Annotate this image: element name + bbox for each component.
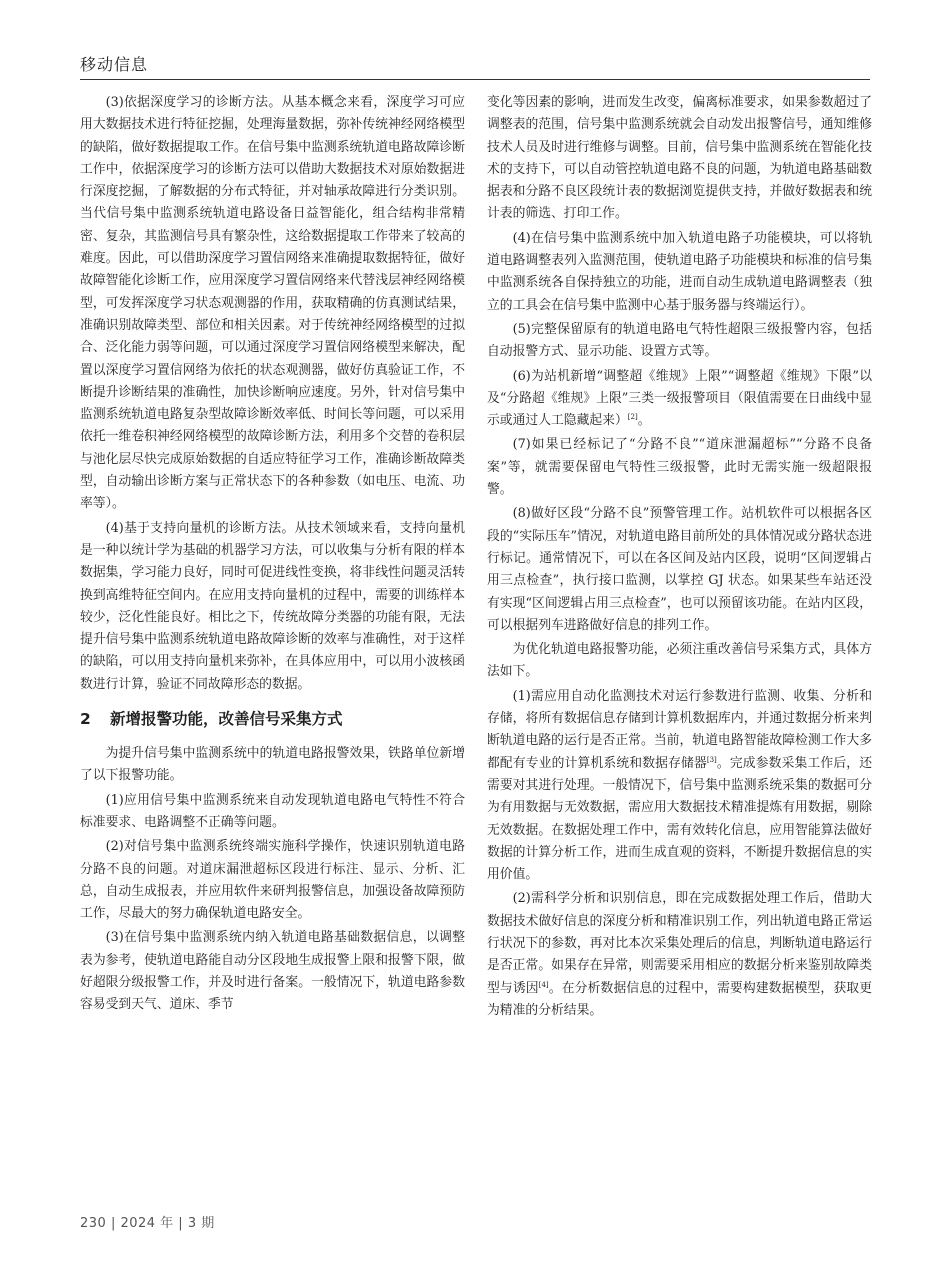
section-title: 新增报警功能，改善信号采集方式 [110,710,343,729]
journal-title: 移动信息 [80,55,149,74]
paragraph-item-3: (3)在信号集中监测系统内纳入轨道电路基础数据信息，以调整表为参考，使轨道电路能自动分区段地生成报警上限和报警下限，做好超限分级报警工作，并及时进行备案。一般情况下，轨道电路参数容易受到天气、道床、季节 [80,930,465,1013]
paragraph-collection-2: (2)需科学分析和识别信息，即在完成数据处理工作后，借助大数据技术做好信息的深度分析和精准识别工作，列出轨道电路正常运行状况下的参数，再对比本次采集处理后的信息，判断轨道电路运行是否正常。如果存在异常，则需要采用相应的数据分析来鉴别故障类型与诱因[4]。在分析数据信息的过程中，需要构建数据模型，获取更为精准的分析结果。 [487,891,873,1018]
paragraph-item-8: (8)做好区段“分路不良”预警管理工作。站机软件可以根据各区段的“实际压车”情况，对轨道电路目前所处的具体情况或分路状态进行标记。通常情况下，可以在各区间及站内区段，说明“区间逻辑占用三点检查”，执行接口监测，以掌控 GJ 状态。如果某些车站还没有实现“区间逻辑占用三点检查”，也可以预留该功能。在站内区段，可以根据列车进路做好信息的排列工作。 [487,506,872,633]
citation-ref: [2] [627,413,638,422]
citation-ref: [3] [706,755,717,764]
paragraph-item-7: (7)如果已经标记了“分路不良”“道床泄漏超标”“分路不良备案”等，就需要保留电气特性三级报警，此时无需实施一级超限报警。 [487,437,872,498]
header-rule [80,79,870,80]
paragraph-item-4: (4)在信号集中监测系统中加入轨道电路子功能模块，可以将轨道电路调整表列入监测范围，使轨道电路子功能模块和标准的信号集中监测系统各自保持独立的功能，进而自动生成轨道电路调整表（独立的工具会在信号集中监测中心基于服务器与终端运行）。 [487,230,872,313]
right-column [487,92,872,1024]
paragraph-svm: (4)基于支持向量机的诊断方法。从技术领域来看，支持向量机是一种以统计学为基础的机器学习方法，可以收集与分析有限的样本数据集，学习能力良好，同时可促进线性变换，将非线性问题灵活转换到高维特征空间内。在应用支持向量机的过程中，需要的训练样本较少，泛化性能良好。相比之下，传统故障分类器的功能有限，无法提升信号集中监测系统轨道电路故障诊断的效率与准确性，对于这样的缺陷，可以用支持向量机来弥补，在具体应用中，可以用小波核函数进行计算，验证不同故障形态的数据。 [80,520,465,692]
paragraph-intro: 为提升信号集中监测系统中的轨道电路报警效果，铁路单位新增了以下报警功能。 [80,746,465,784]
section-heading [80,705,465,733]
paragraph-item-1: (1)应用信号集中监测系统来自动发现轨道电路电气特性不符合标准要求、电路调整不正确等问题。 [80,792,465,830]
left-column [80,92,465,1019]
page-footer: 230 | 2024 年 | 3 期 [80,1216,215,1231]
section-number: 2 [80,710,91,729]
paragraph-item-2: (2)对信号集中监测系统终端实施科学操作，快速识别轨道电路分路不良的问题。对道床漏泄超标区段进行标注、显示、分析、汇总，自动生成报表，并应用软件来研判报警信息，加强设备故障预防工作，尽最大的努力确保轨道电路安全。 [80,839,465,922]
paragraph-item-5: (5)完整保留原有的轨道电路电气特性超限三级报警内容，包括自动报警方式、显示功能、设置方式等。 [487,321,872,360]
paragraph-deep-learning: (3)依据深度学习的诊断方法。从基本概念来看，深度学习可应用大数据技术进行特征挖掘，处理海量数据，弥补传统神经网络模型的缺陷，做好数据提取工作。在信号集中监测系统轨道电路故障诊断工作中，依据深度学习的诊断方法可以借助大数据技术对原始数据进行深度挖掘，了解数据的分布式特征，并对轴承故障进行分类识别。当代信号集中监测系统轨道电路设备日益智能化，组合结构非常精密、复杂，其监测信号具有繁杂性，这给数据提取工作带来了较高的难度。因此，可以借助深度学习置信网络来准确提取数据特征，做好故障智能化诊断工作，应用深度学习置信网络来代替浅层神经网络模型，可发挥深度学习状态观测器的作用，获取精确的仿真测试结果，准确识别故障类型、部位和相关因素。对于传统神经网络模型的过拟合、泛化能力弱等问题，可以通过深度学习置信网络模型来解决，配置以深度学习置信网络为依托的状态观测器，做好仿真验证工作，不断提升诊断结果的准确性，加快诊断响应速度。另外，针对信号集中监测系统轨道电路复杂型故障诊断效率低、时间长等问题，可以采用依托一维卷积神经网络模型的故障诊断方法，利用多个交替的卷积层与池化层尽快完成原始数据的自适应特征学习工作，准确诊断故障类型，自动输出诊断方案与正常状态下的各种参数（如电压、电流、功率等）。 [80,95,465,512]
paragraph-collection-1: (1)需应用自动化监测技术对运行参数进行监测、收集、分析和存储，将所有数据信息存储到计算机数据库内，并通过数据分析来判断轨道电路的运行是否正常。当前，轨道电路智能故障检测工作大多都配有专业的计算机系统和数据存储器[3]。完成参数采集工作后，还需要对其进行处理。一般情况下，信号集中监测系统采集的数据可分为有用数据与无效数据，需应用大数据技术精准提炼有用数据，剔除无效数据。在数据处理工作中，需有效转化信息，应用智能算法做好数据的计算分析工作，进而生成直观的资料，不断提升数据信息的实用价值。 [487,688,873,883]
paragraph-collection-intro: 为优化轨道电路报警功能，必须注重改善信号采集方式，具体方法如下。 [487,642,872,680]
paragraph-continuation: 变化等因素的影响，进而发生改变，偏离标准要求，如果参数超过了调整表的范围，信号集中监测系统就会自动发出报警信号，通知维修技术人员及时进行维修与调整。目前，信号集中监测系统在智能化技术的支持下，可以自动管控轨道电路不良的问题，为轨道电路基础数据表和分路不良区段统计表的数据浏览提供支持，并做好数据表和统计表的筛选、打印工作。 [487,95,872,222]
citation-ref: [4] [538,980,549,989]
paragraph-item-6: (6)为站机新增“调整超《维规》上限”“调整超《维规》下限”以及“分路超《维规》上限”三类一级报警项目（限值需要在日曲线中显示或通过人工隐藏起来）[2]。 [487,368,872,429]
